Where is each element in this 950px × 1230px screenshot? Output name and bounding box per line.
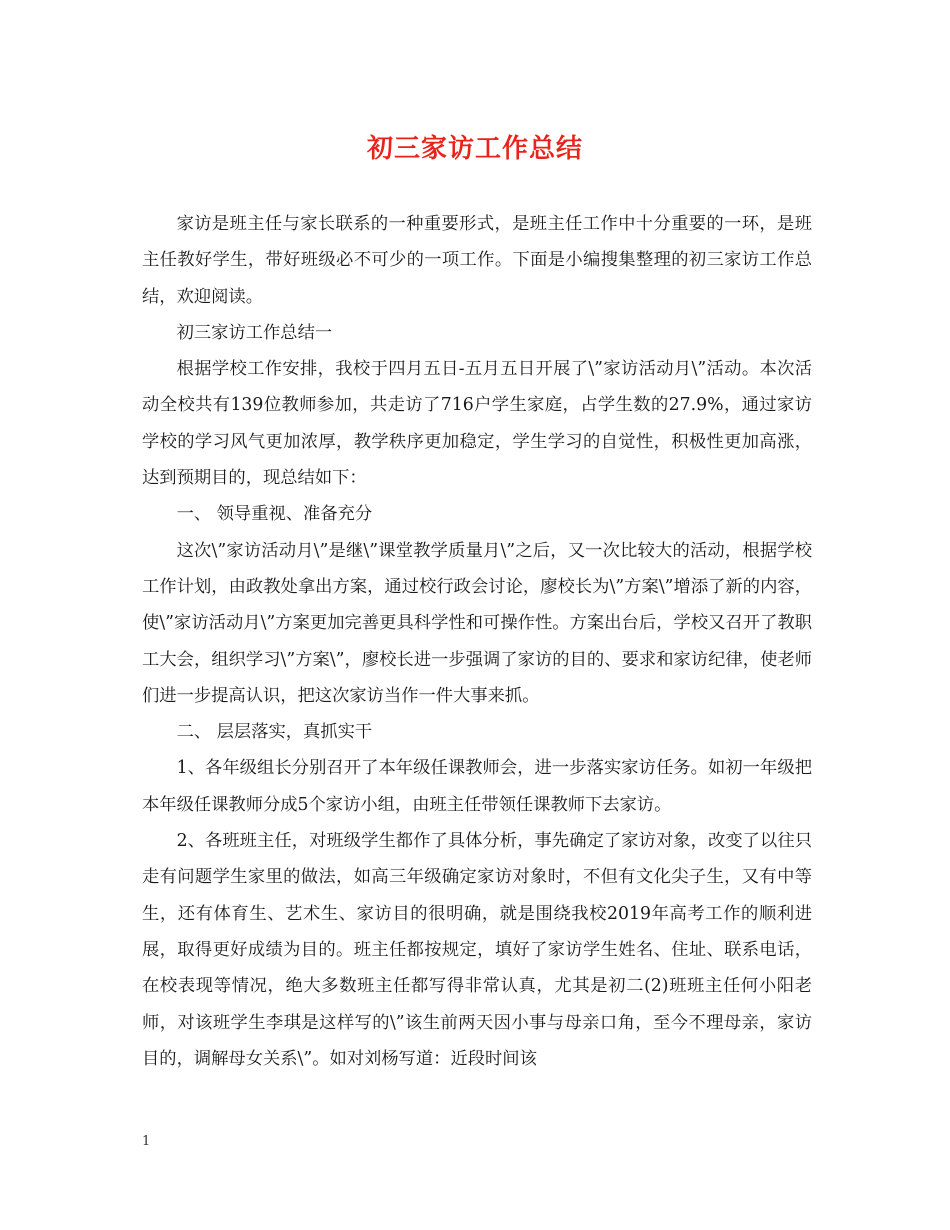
page-number: 1 (142, 1134, 151, 1149)
subheading-two: 二、 层层落实，真抓实干 (176, 722, 373, 743)
section-heading: 初三家访工作总结一 (176, 322, 333, 343)
subheading-one: 一、 领导重视、准备充分 (176, 504, 373, 525)
document-title: 初三家访工作总结 (366, 134, 583, 164)
intro-paragraph: 家访是班主任与家长联系的一种重要形式，是班主任工作中十分重要的一环，是班主任教好学生，带好班级必不可少的一项工作。下面是小编搜集整理的初三家访工作总结，欢迎阅读。 (142, 214, 812, 307)
document-body (142, 206, 812, 1077)
body-paragraph: 根据学校工作安排，我校于四月五日-五月五日开展了\”家访活动月\”活动。本次活动全校共有139位教师参加，共走访了716户学生家庭，占学生数的27.9%，通过家访学校的学习风气更加浓厚，教学秩序更加稳定，学生学习的自觉性，积极性更加高涨，达到预期目的，现总结如下： (142, 359, 812, 489)
body-paragraph: 1、各年级组长分别召开了本年级任课教师会，进一步落实家访任务。如初一年级把本年级任课教师分成5个家访小组，由班主任带领任课教师下去家访。 (142, 758, 812, 815)
body-paragraph: 这次\”家访活动月\”是继\”课堂教学质量月\”之后，又一次比较大的活动，根据学校工作计划，由政教处拿出方案，通过校行政会讨论，廖校长为\”方案\”增添了新的内容，使\”家访活动月\”方案更加完善更具科学性和可操作性。方案出台后，学校又召开了教职工大会，组织学习\”方案\”，廖校长进一步强调了家访的目的、要求和家访纪律，使老师们进一步提高认识，把这次家访当作一件大事来抓。 (142, 540, 812, 706)
body-paragraph: 2、各班班主任，对班级学生都作了具体分析，事先确定了家访对象，改变了以往只走有问题学生家里的做法，如高三年级确定家访对象时，不但有文化尖子生，又有中等生，还有体育生、艺术生、家访目的很明确，就是围绕我校2019年高考工作的顺利进展，取得更好成绩为目的。班主任都按规定，填好了家访学生姓名、住址、联系电话，在校表现等情况，绝大多数班主任都写得非常认真，尤其是初二(2)班班主任何小阳老师，对该班学生李琪是这样写的\”该生前两天因小事与母亲口角，至今不理母亲，家访目的，调解母女关系\”。如对刘杨写道：近段时间该 (142, 831, 812, 1069)
